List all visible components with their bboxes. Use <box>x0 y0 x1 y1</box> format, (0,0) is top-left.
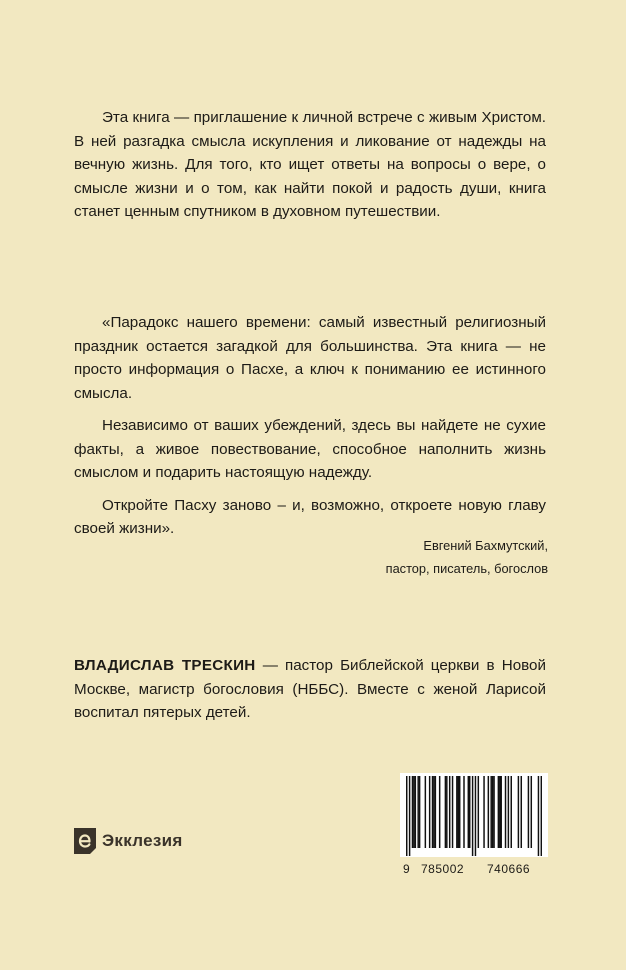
barcode-right-group: 740666 <box>487 862 531 876</box>
barcode-bar <box>459 776 460 848</box>
barcode-bar <box>445 776 446 848</box>
barcode-bar <box>518 776 519 848</box>
barcode-lead-digit: 9 <box>403 862 411 876</box>
barcode-bar <box>493 776 494 848</box>
barcode-bar <box>429 776 430 848</box>
barcode-bar <box>500 776 501 848</box>
barcode-bar <box>456 776 457 848</box>
barcode-bar <box>508 776 509 848</box>
author-bio-text: — пастор Библейской церкви в Новой Москве, магистр богословия (НББС). Вместе с женой Ларисой воспитал пятерых детей. <box>74 657 546 721</box>
quote-paragraph-2: Независимо от ваших убеждений, здесь вы найдете не сухие факты, а живое повествование, способное наполнить жизнь смыслом и подарить настоящую надежду. <box>74 417 546 481</box>
barcode-bar <box>432 776 433 848</box>
barcode-bar <box>415 776 416 848</box>
quote-paragraph-1: «Парадокс нашего времени: самый известный религиозный праздник остается загадкой для большинства. Эта книга — не просто информация о Пасхе, а ключ к пониманию ее истинного смысла. <box>74 314 546 402</box>
barcode-bar <box>492 776 493 848</box>
barcode-bar <box>449 776 450 848</box>
author-bio <box>74 654 546 725</box>
barcode-bar <box>538 776 539 856</box>
barcode-bar <box>488 776 489 848</box>
barcode-bar <box>490 776 491 848</box>
barcode-bar <box>458 776 459 848</box>
barcode-bar <box>528 776 529 848</box>
barcode-bar <box>478 776 479 848</box>
barcode-bar <box>499 776 500 848</box>
barcode-bar <box>409 776 410 856</box>
barcode-bar <box>469 776 470 848</box>
barcode-bar <box>505 776 506 848</box>
ekklesia-logo-icon <box>74 828 96 854</box>
barcode-bars <box>406 776 542 856</box>
barcode-bar <box>468 776 469 848</box>
barcode-bar <box>435 776 436 848</box>
quote-paragraph-3: Откройте Пасху заново – и, возможно, откроете новую главу своей жизни». <box>74 496 546 537</box>
barcode-bar <box>452 776 453 848</box>
barcode-bar <box>419 776 420 848</box>
barcode-bar <box>425 776 426 848</box>
publisher-name: Экклезия <box>102 831 183 850</box>
barcode-bar <box>433 776 434 848</box>
barcode-bar <box>475 776 476 856</box>
quote-signature <box>386 534 548 580</box>
barcode-bar <box>412 776 413 848</box>
barcode-bar <box>439 776 440 848</box>
intro-paragraph: Эта книга — приглашение к личной встрече с живым Христом. В ней разгадка смысла искупления и ликование от надежды на вечную жизнь. Для того, кто ищет ответы на вопросы о вере, о смысле жизни и о том, как найти покой и радость души, книга станет ценным спутником в духовном путешествии. <box>74 109 546 220</box>
barcode-bar <box>511 776 512 848</box>
barcode-bar <box>498 776 499 848</box>
barcode-bar <box>483 776 484 848</box>
barcode-bar <box>413 776 414 848</box>
publisher-logo <box>74 826 183 856</box>
barcode-bar <box>406 776 407 856</box>
barcode-bar <box>521 776 522 848</box>
barcode-bar <box>531 776 532 848</box>
barcode-bar <box>463 776 464 848</box>
signature-role: пастор, писатель, богослов <box>385 561 548 576</box>
isbn-barcode <box>400 773 548 857</box>
barcode-bar <box>446 776 447 848</box>
barcode-left-group: 785002 <box>421 862 465 876</box>
review-quote <box>74 311 546 541</box>
author-name: ВЛАДИСЛАВ ТРЕСКИН <box>74 657 256 674</box>
barcode-bar <box>472 776 473 856</box>
barcode-bar <box>541 776 542 856</box>
signature-name: Евгений Бахмутский, <box>423 538 548 553</box>
barcode-bar <box>417 776 418 848</box>
